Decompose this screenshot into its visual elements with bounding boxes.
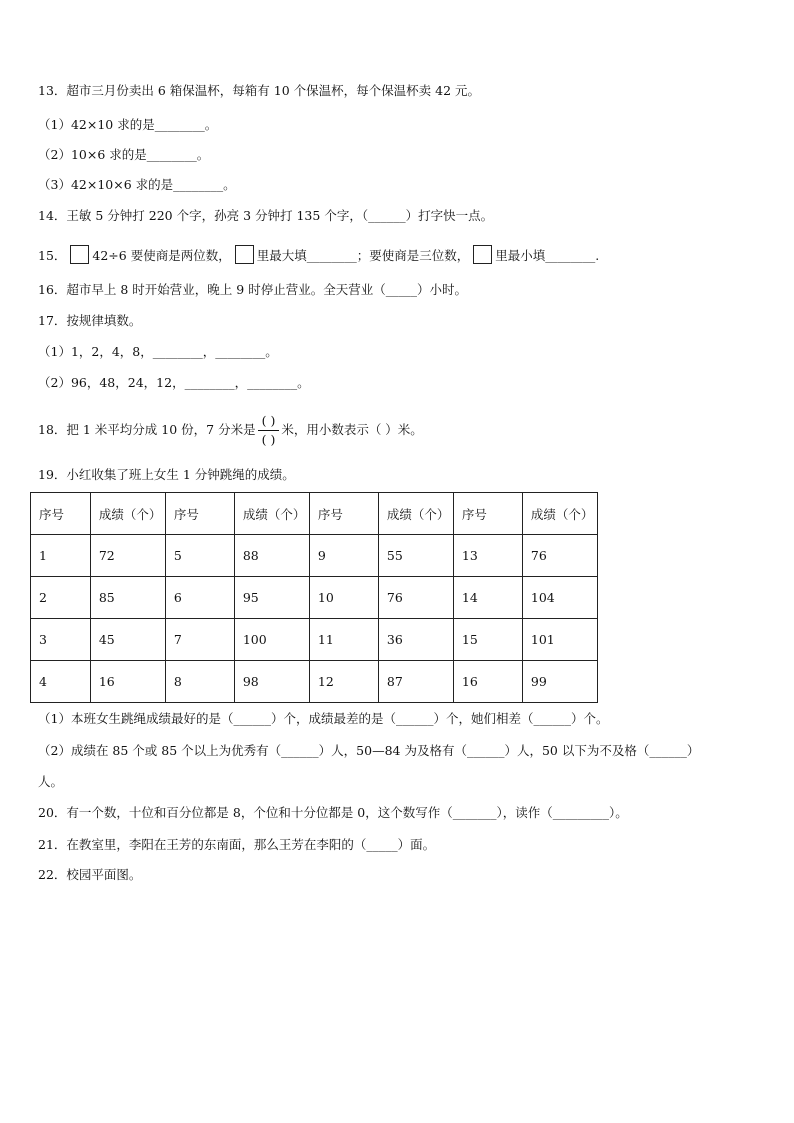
q13-part1: （1）42×10 求的是________。 [38,117,218,132]
table-row [31,619,598,661]
table-cell: 6 [165,577,234,619]
header-cell: 序号 [453,493,522,535]
table-cell: 98 [234,661,309,703]
header-cell: 成绩（个） [522,493,597,535]
q18-line [38,405,423,455]
q18-before: 18．把 1 米平均分成 10 份，7 分米是 [38,422,256,437]
table-row [31,577,598,619]
table-cell: 10 [309,577,378,619]
fraction [258,413,280,448]
fraction-denominator[interactable]: ( ) [261,432,276,447]
table-cell: 88 [234,535,309,577]
q20-text: 20．有一个数，十位和百分位都是 8，个位和十分位都是 0，这个数写作（_______），读作（_________）。 [38,805,628,820]
table-cell: 100 [234,619,309,661]
table-cell: 2 [31,577,91,619]
table-cell: 5 [165,535,234,577]
q19-part1: （1）本班女生跳绳成绩最好的是（______）个，成绩最差的是（______）个，她们相差（______）个。 [38,711,609,726]
header-cell: 序号 [31,493,91,535]
table-cell: 99 [522,661,597,703]
table-cell: 16 [90,661,165,703]
table-cell: 104 [522,577,597,619]
table-row [31,661,598,703]
q15-line [38,245,599,264]
fraction-numerator[interactable]: ( ) [258,413,280,431]
q14-text: 14．王敏 5 分钟打 220 个字，孙亮 3 分钟打 135 个字，（______）打字快一点。 [38,208,494,223]
q18-after: 米，用小数表示（ ）米。 [281,422,423,437]
table-cell: 87 [378,661,453,703]
q19-part2-continued: 人。 [38,774,64,789]
table-cell: 76 [522,535,597,577]
q13-stem: 13．超市三月份卖出 6 箱保温杯，每箱有 10 个保温杯，每个保温杯卖 42 元。 [38,83,481,98]
header-cell: 成绩（个） [90,493,165,535]
table-cell: 15 [453,619,522,661]
table-cell: 14 [453,577,522,619]
q15-number: 15． [38,248,67,263]
table-header-row [31,493,598,535]
q17-stem: 17．按规律填数。 [38,313,142,328]
table-cell: 101 [522,619,597,661]
header-cell: 序号 [309,493,378,535]
q16-text: 16．超市早上 8 时开始营业，晚上 9 时停止营业。全天营业（_____）小时。 [38,282,467,297]
table-cell: 8 [165,661,234,703]
q15-part2: 里最大填________；要使商是三位数， [256,248,470,263]
q19-stem: 19．小红收集了班上女生 1 分钟跳绳的成绩。 [38,467,295,482]
table-cell: 85 [90,577,165,619]
q21-text: 21．在教室里，李阳在王芳的东南面，那么王芳在李阳的（_____）面。 [38,837,436,852]
answer-box[interactable] [235,245,254,264]
table-row [31,535,598,577]
table-cell: 55 [378,535,453,577]
header-cell: 序号 [165,493,234,535]
q13-part2: （2）10×6 求的是________。 [38,147,210,162]
table-cell: 1 [31,535,91,577]
table-cell: 7 [165,619,234,661]
table-cell: 4 [31,661,91,703]
q15-part1: 42÷6 要使商是两位数， [92,248,231,263]
table-cell: 11 [309,619,378,661]
q15-part3: 里最小填________. [495,248,600,263]
q17-part2: （2）96，48，24，12，________，________。 [38,375,310,390]
table-cell: 9 [309,535,378,577]
answer-box[interactable] [70,245,89,264]
table-cell: 45 [90,619,165,661]
table-cell: 72 [90,535,165,577]
table-cell: 95 [234,577,309,619]
q17-part1: （1）1，2，4，8，________，________。 [38,344,278,359]
header-cell: 成绩（个） [234,493,309,535]
table-cell: 16 [453,661,522,703]
q22-text: 22．校园平面图。 [38,867,142,882]
table-cell: 36 [378,619,453,661]
q19-part2: （2）成绩在 85 个或 85 个以上为优秀有（______）人，50—84 为及格有（______）人，50 以下为不及格（______） [38,743,700,758]
table-cell: 76 [378,577,453,619]
table-cell: 13 [453,535,522,577]
table-cell: 3 [31,619,91,661]
jump-rope-scores-table [30,492,598,703]
q13-part3: （3）42×10×6 求的是________。 [38,177,236,192]
table-cell: 12 [309,661,378,703]
answer-box[interactable] [473,245,492,264]
header-cell: 成绩（个） [378,493,453,535]
